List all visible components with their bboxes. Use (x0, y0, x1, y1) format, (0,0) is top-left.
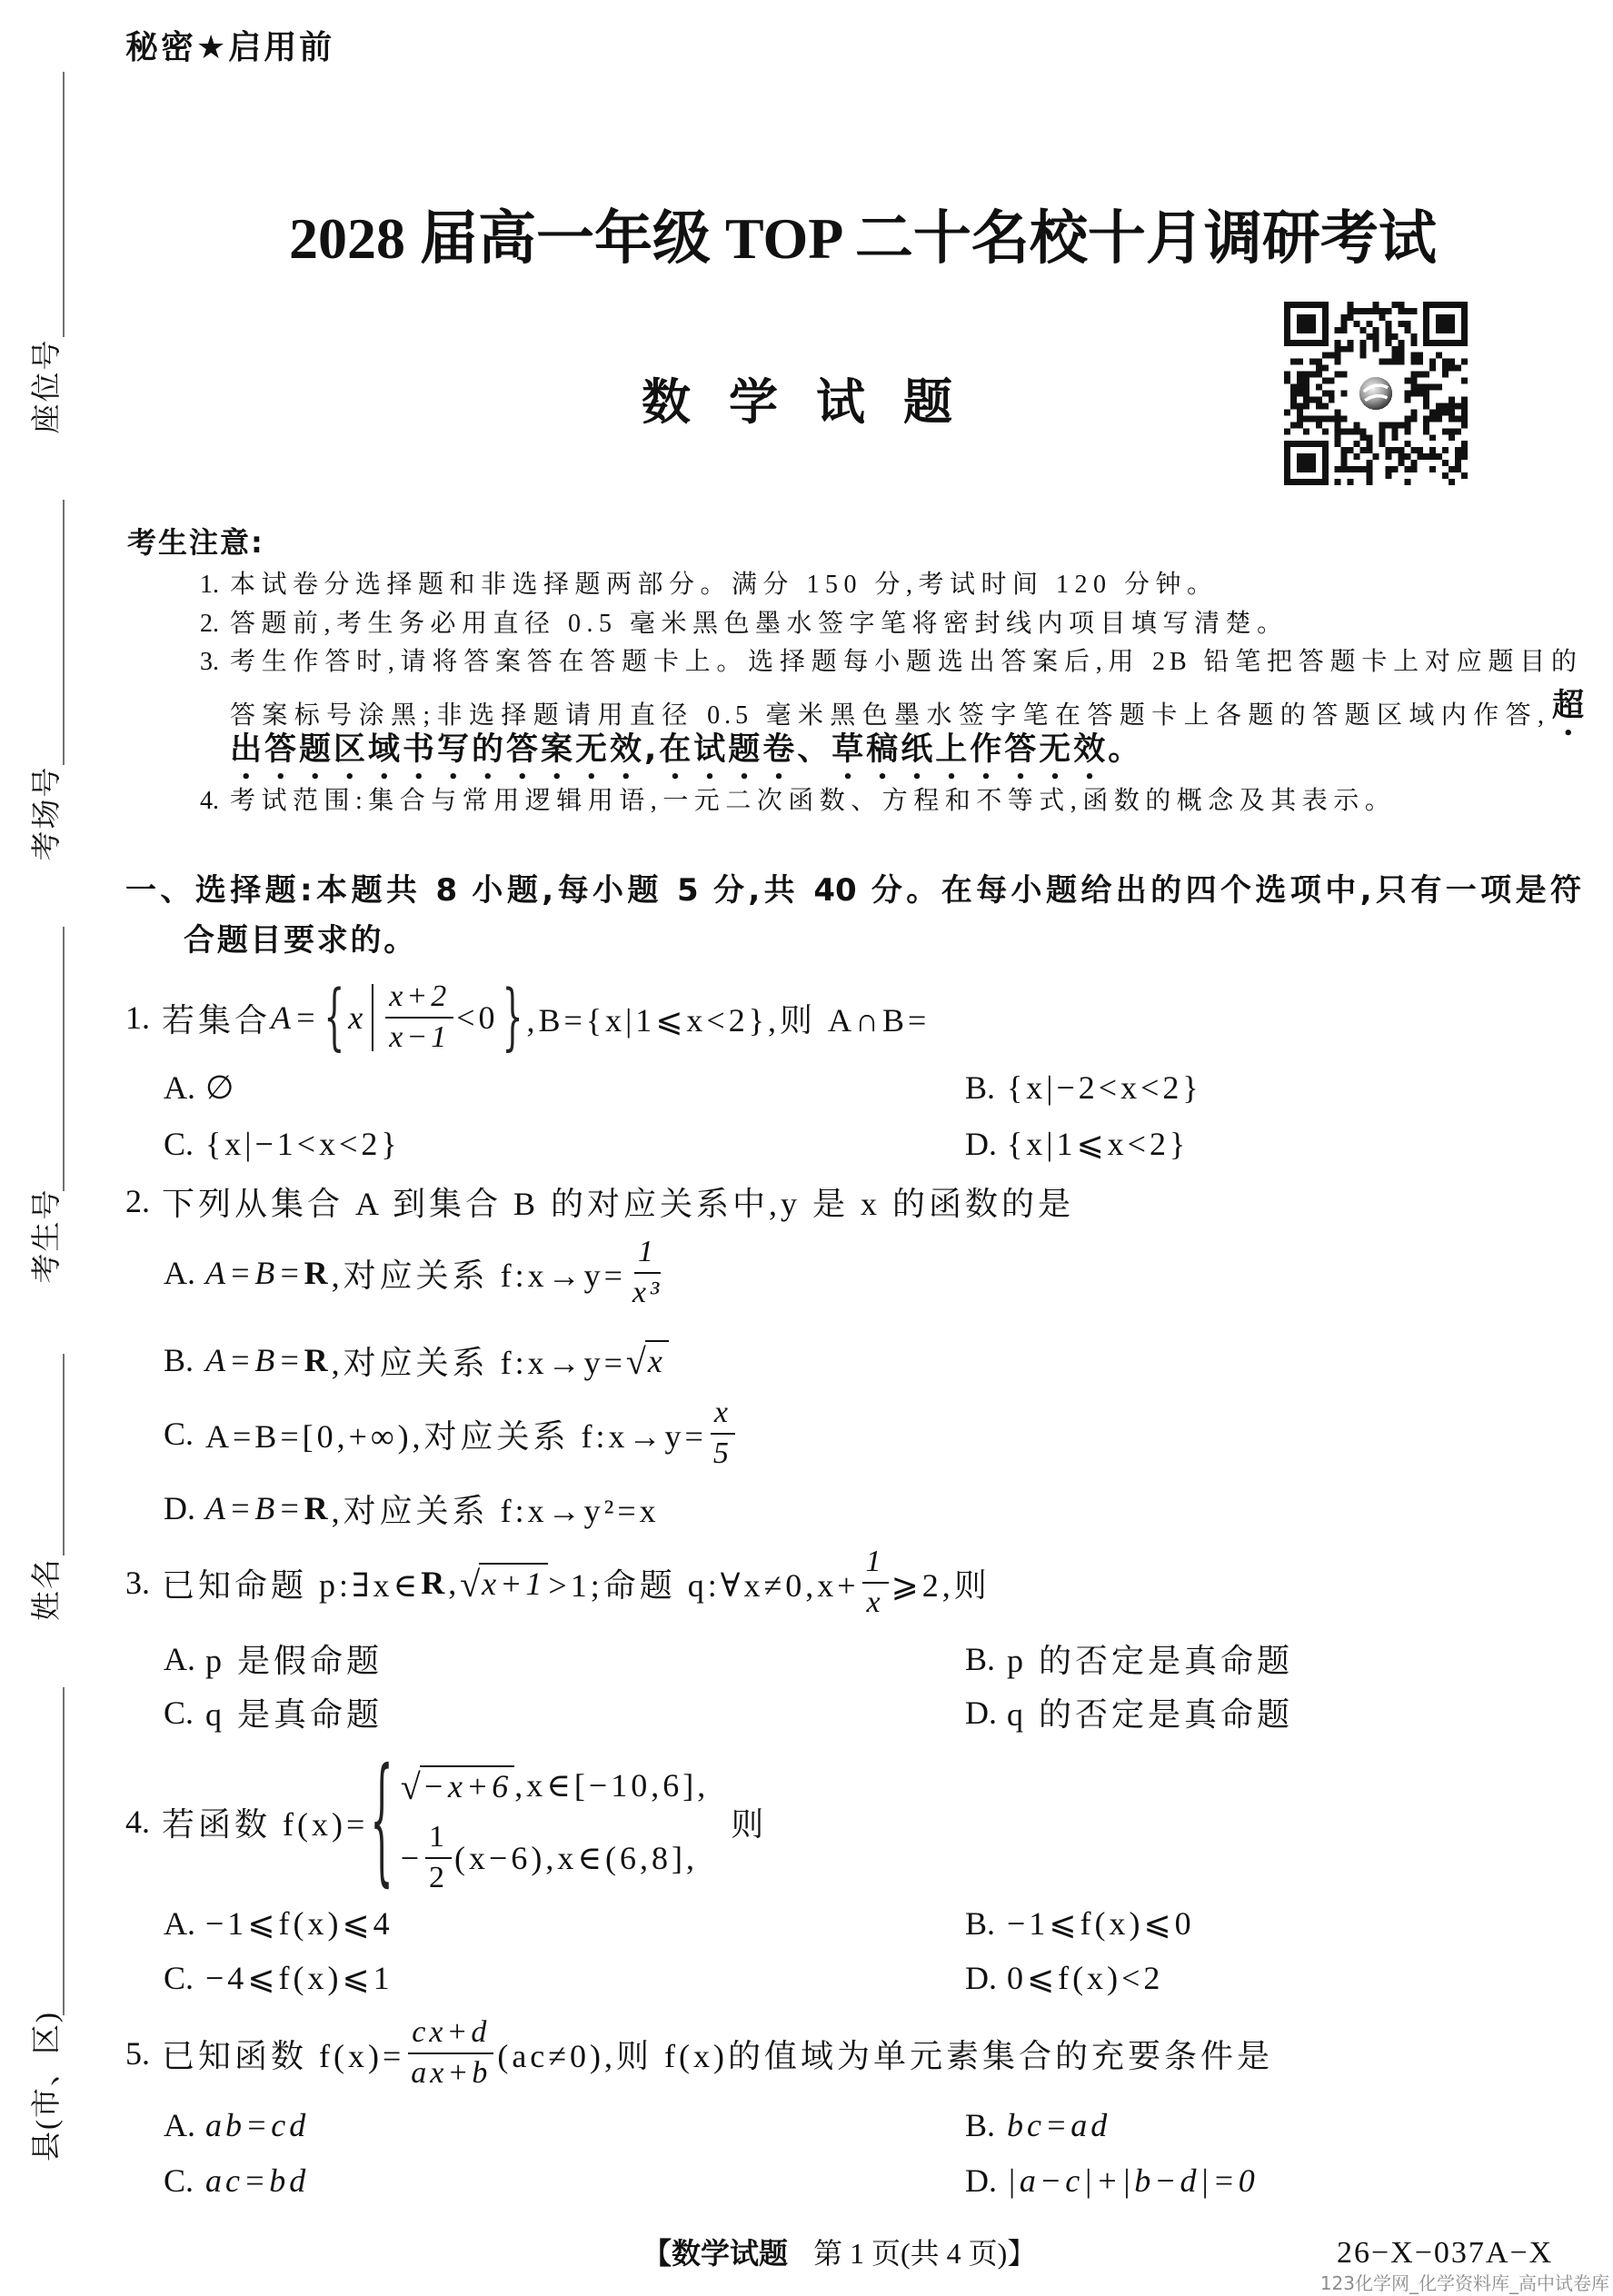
option-label: A. (164, 2107, 195, 2143)
fraction (710, 1396, 736, 1470)
fraction (425, 1821, 452, 1894)
real-numbers-symbol: R (304, 1490, 332, 1526)
question-number: 5. (125, 2035, 150, 2072)
seal-line (63, 72, 65, 337)
fraction-denominator: 2 (429, 1861, 449, 1894)
notice-emphasis-text: 出答题区域书写的答案无效,在试题卷、草稿纸上作答无效。 (230, 731, 1143, 768)
math-variable: x (348, 999, 367, 1036)
q2-option-c (164, 1393, 739, 1475)
q3-option-a (164, 1635, 383, 1682)
option-text: {x|1⩽x<2} (1007, 1126, 1190, 1162)
question-text: 下列从集合 A 到集合 B 的对应关系中,y 是 x 的函数的是 (162, 1185, 1075, 1222)
option-text: |a−c|+|b−d|=0 (1007, 2162, 1259, 2199)
option-text: p 的否定是真命题 (1007, 1643, 1294, 1679)
section-heading: 一、选择题:本题共 8 小题,每小题 5 分,共 40 分。在每小题给出的四个选项中,只有一项是符 (125, 872, 1581, 909)
option-text: ,对应关系 f:x→y= (331, 1344, 626, 1381)
q1-option-c (164, 1125, 401, 1163)
case-row-2 (401, 1822, 709, 1894)
option-label: B. (965, 1905, 996, 1942)
set-builder-bar (372, 984, 373, 1051)
left-brace: { (324, 976, 345, 1059)
math-expression: A=B= (205, 1342, 304, 1378)
square-root (625, 1340, 669, 1383)
question-2 (125, 1179, 1074, 1223)
notice-item-1: 本试卷分选择题和非选择题两部分。满分 150 分,考试时间 120 分钟。 (230, 571, 1219, 599)
piecewise-cases (401, 1749, 709, 1894)
square-root (460, 1563, 548, 1603)
paper-code: 26−X−037A−X (1337, 2236, 1554, 2270)
option-text: {x|−1<x<2} (205, 1126, 401, 1162)
option-text: ,对应关系 f:x→y= (331, 1257, 626, 1294)
math-expression: A=B= (205, 1255, 304, 1291)
fraction (385, 980, 453, 1054)
subject-title: 数学试题 (642, 373, 991, 431)
option-label: D. (965, 1126, 997, 1162)
qr-code (1284, 302, 1468, 485)
question-text: 若函数 f(x)= (162, 1805, 369, 1843)
q2-option-a (164, 1232, 669, 1314)
q1-option-b (965, 1068, 1202, 1107)
option-label: C. (164, 2162, 194, 2199)
question-text: ,B={x|1⩽x<2},则 A∩B= (526, 1001, 931, 1039)
notice-item-number: 2. (200, 610, 219, 638)
q2-option-b (164, 1333, 669, 1387)
option-text: 0⩽f(x)<2 (1007, 1960, 1164, 1996)
option-label: C. (164, 1126, 194, 1162)
option-label: A. (164, 1255, 195, 1291)
fraction-numerator: 1 (425, 1821, 452, 1859)
option-label: C. (164, 1960, 194, 1996)
option-label: D. (965, 1694, 997, 1731)
watermark: 123化学网_化学资料库_高中试卷库 (1319, 2272, 1609, 2294)
question-number: 1. (125, 999, 150, 1036)
radical-sign-icon: √ (460, 1564, 481, 1605)
option-text: ac=bd (205, 2162, 310, 2199)
notice-item-number: 3. (200, 648, 219, 676)
option-label: B. (965, 1640, 996, 1677)
case-row-1 (401, 1749, 709, 1822)
option-text: {x|−2<x<2} (1007, 1069, 1202, 1106)
case-domain: ,x∈[−10,6], (514, 1767, 710, 1804)
q3-option-b (965, 1635, 1293, 1682)
math-expression: <0 (456, 999, 499, 1036)
notice-item-number: 1. (200, 571, 219, 599)
real-numbers-symbol: R (421, 1565, 449, 1601)
radical-sign-icon: √ (625, 1341, 646, 1383)
q5-option-b (965, 2106, 1110, 2144)
piecewise-function (368, 1742, 710, 1902)
question-text: >1;命题 q:∀x≠0,x+ (548, 1566, 860, 1604)
footer-subject: 【数学试题 (642, 2236, 789, 2271)
question-1 (125, 972, 930, 1063)
math-expression: A= (271, 999, 321, 1036)
fraction-denominator: x (866, 1585, 884, 1619)
fraction-denominator: x³ (632, 1276, 663, 1309)
seat-number-label: 座位号 (31, 338, 64, 434)
question-text: , (448, 1565, 461, 1601)
seal-line (63, 1687, 65, 2015)
q4-option-c (164, 1959, 393, 1997)
option-label: A. (164, 1640, 195, 1677)
fraction (629, 1236, 666, 1309)
question-text: 已知函数 f(x)= (162, 2037, 405, 2074)
confidential-label: 秘密★启用前 (125, 29, 335, 66)
q4-option-a (164, 1904, 393, 1943)
option-text: −4⩽f(x)⩽1 (205, 1960, 393, 1996)
exam-room-label: 考场号 (31, 765, 64, 861)
option-text: −1⩽f(x)⩽4 (205, 1905, 393, 1942)
examinee-number-label: 考生号 (31, 1188, 64, 1284)
math-expression: A=B= (205, 1490, 304, 1526)
option-label: A. (164, 1069, 195, 1106)
fraction (407, 2016, 494, 2090)
question-5 (125, 2008, 1273, 2099)
question-number: 3. (125, 1565, 150, 1601)
option-text: ∅ (205, 1069, 238, 1106)
question-text: 若集合 (162, 1001, 272, 1039)
option-text: ab=cd (205, 2107, 310, 2143)
option-label: D. (164, 1490, 195, 1526)
question-text: ⩾2,则 (891, 1566, 991, 1604)
real-numbers-symbol: R (304, 1255, 332, 1291)
fraction-denominator: ax+b (411, 2056, 492, 2090)
option-label: A. (164, 1905, 195, 1942)
q1-option-a (164, 1068, 237, 1107)
qr-code-image (1284, 302, 1468, 485)
question-3 (125, 1542, 991, 1624)
question-text: 则 (731, 1805, 768, 1843)
option-text: bc=ad (1007, 2107, 1111, 2143)
q5-option-d (965, 2162, 1259, 2200)
notice-item-4: 考试范围:集合与常用逻辑用语,一元二次函数、方程和不等式,函数的概念及其表示。 (230, 787, 1397, 815)
notice-title: 考生注意: (127, 525, 264, 560)
notice-item-number: 4. (200, 787, 219, 815)
q3-option-d (965, 1689, 1293, 1735)
fraction-denominator: 5 (712, 1436, 732, 1470)
section-heading-continued: 合题目要求的。 (184, 922, 417, 959)
option-text: q 的否定是真命题 (1007, 1696, 1294, 1733)
fraction-numerator: 1 (862, 1546, 889, 1584)
seal-line (63, 500, 65, 765)
notice-item-2: 答题前,考生务必用直径 0.5 毫米黑色墨水签字笔将密封线内项目填写清楚。 (230, 610, 1289, 638)
case-expression: (x−6),x∈(6,8], (454, 1840, 698, 1876)
q4-option-d (965, 1959, 1163, 1997)
option-label: D. (965, 2162, 997, 2199)
right-brace: } (502, 976, 523, 1059)
option-text: A=B=[0,+∞),对应关系 f:x→y= (205, 1417, 707, 1455)
real-numbers-symbol: R (304, 1342, 332, 1378)
square-root (400, 1765, 515, 1808)
exam-title: 2028 届高一年级 TOP 二十名校十月调研考试 (289, 206, 1437, 271)
county-label: 县(市、区) (31, 2011, 64, 2162)
radicand: x+1 (479, 1563, 548, 1603)
question-text: 已知命题 p:∃x∈ (162, 1566, 422, 1604)
footer-page-info: 第 1 页(共 4 页)】 (813, 2237, 1037, 2270)
option-text: q 是真命题 (205, 1696, 383, 1733)
q5-option-c (164, 2162, 309, 2200)
option-label: B. (965, 2107, 996, 2143)
minus-sign: − (400, 1840, 423, 1876)
option-text: −1⩽f(x)⩽0 (1007, 1905, 1195, 1942)
seal-line (63, 927, 65, 1191)
option-label: C. (164, 1694, 194, 1731)
notice-item-3-line-1: 考生作答时,请将答案答在答题卡上。选择题每小题选出答案后,用 2B 铅笔把答题卡上对应题目的 (230, 648, 1581, 676)
q1-option-d (965, 1125, 1189, 1163)
notice-emphasis-start: 超 (1551, 688, 1584, 724)
qr-logo-icon (1359, 377, 1392, 410)
fraction (862, 1546, 889, 1619)
option-label: B. (965, 1069, 996, 1106)
fraction-numerator: x (711, 1396, 735, 1435)
option-text: p 是假命题 (205, 1643, 383, 1679)
fraction-numerator: 1 (634, 1236, 661, 1274)
radicand: x (645, 1340, 669, 1380)
name-label: 姓名 (31, 1557, 64, 1621)
option-label: D. (965, 1960, 997, 1996)
question-number: 4. (125, 1804, 150, 1840)
radicand: −x+6 (420, 1765, 515, 1805)
question-number: 2. (125, 1183, 150, 1219)
fraction-denominator: x−1 (389, 1020, 451, 1054)
option-text: ,对应关系 f:x→y²=x (331, 1492, 660, 1529)
q4-option-b (965, 1904, 1195, 1943)
cases-brace: { (370, 1742, 393, 1902)
page-footer (642, 2235, 1036, 2271)
q2-option-d (164, 1486, 660, 1530)
option-label: B. (164, 1342, 194, 1378)
radical-sign-icon: √ (400, 1766, 421, 1808)
question-text: (ac≠0),则 f(x)的值域为单元素集合的充要条件是 (497, 2037, 1273, 2074)
notice-item-3-line-2-text: 答案标号涂黑;非选择题请用直径 0.5 毫米黑色墨水签字笔在答题卡上各题的答题区域内作答, (230, 701, 1548, 730)
q3-option-c (164, 1689, 383, 1735)
fraction-numerator: x+2 (385, 980, 453, 1019)
question-4 (125, 1742, 768, 1902)
option-label: C. (164, 1416, 194, 1452)
fraction-numerator: cx+d (408, 2016, 493, 2054)
q5-option-a (164, 2106, 309, 2144)
